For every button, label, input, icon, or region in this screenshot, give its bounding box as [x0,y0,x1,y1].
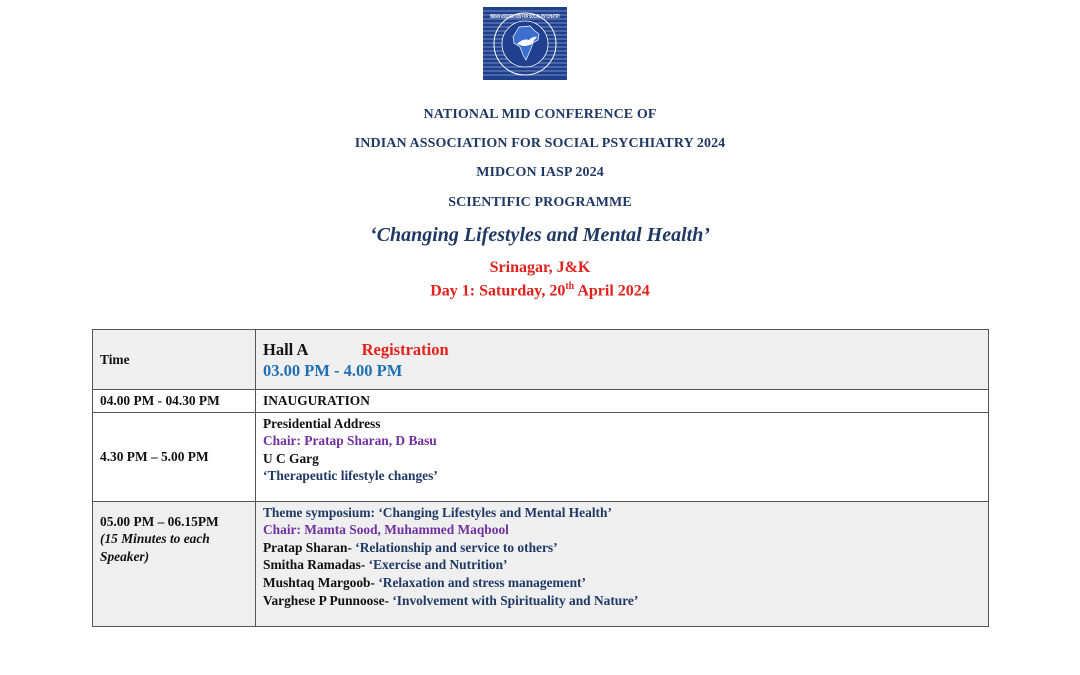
row-time: 4.30 PM – 5.00 PM [93,412,256,501]
hall-label: Hall A [263,339,308,359]
talk-line: Smitha Ramadas- ‘Exercise and Nutrition’ [263,557,508,573]
conference-theme: ‘Changing Lifestyles and Mental Health’ [369,224,711,246]
session-title: Presidential Address [263,415,381,431]
session-chair: Chair: Pratap Sharan, D Basu [263,433,437,449]
row-time: 05.00 PM – 06.15PM [100,513,219,529]
table-row [93,390,989,413]
conference-short-name: MIDCON IASP 2024 [476,165,604,180]
day-date: Day 1: Saturday, 20th April 2024 [430,281,650,300]
hall-header-cell [256,330,989,390]
iasp-logo [483,7,567,80]
conference-title-line-1: NATIONAL MID CONFERENCE OF [423,107,657,122]
registration-time: 03.00 PM - 4.00 PM [263,360,403,380]
table-header-row [93,330,989,390]
time-column-header: Time [93,330,256,390]
talk-line: Mushtaq Margoob- ‘Relaxation and stress management’ [263,574,586,590]
symposium-heading: Theme symposium: ‘Changing Lifestyles and Mental Health’ [263,504,612,520]
session-details [256,412,989,501]
session-details [256,501,989,626]
logo-ring-text: INDIAN ASSOCIATION FOR SOCIAL PSYCHIATRY [490,14,561,20]
talk-title: ‘Therapeutic lifestyle changes’ [263,468,438,484]
session-chair: Chair: Mamta Sood, Muhammed Maqbool [263,522,509,538]
speaker-name: U C Garg [263,450,319,466]
row-time-cell [93,501,256,626]
registration-label: Registration [361,339,449,359]
talk-line: Pratap Sharan- ‘Relationship and service to others’ [263,539,558,555]
programme-label: SCIENTIFIC PROGRAMME [448,195,632,210]
table-row [93,412,989,501]
row-time: 04.00 PM - 04.30 PM [93,390,256,413]
talk-line: Varghese P Punnoose- ‘Involvement with Spirituality and Nature’ [263,592,639,608]
table-row [93,501,989,626]
session-title: INAUGURATION [256,390,989,413]
schedule-table [92,329,989,627]
time-note: (15 Minutes to each [100,531,210,547]
venue: Srinagar, J&K [489,259,591,276]
time-note: Speaker) [100,548,150,564]
conference-title-line-2: INDIAN ASSOCIATION FOR SOCIAL PSYCHIATRY 2024 [354,136,726,151]
